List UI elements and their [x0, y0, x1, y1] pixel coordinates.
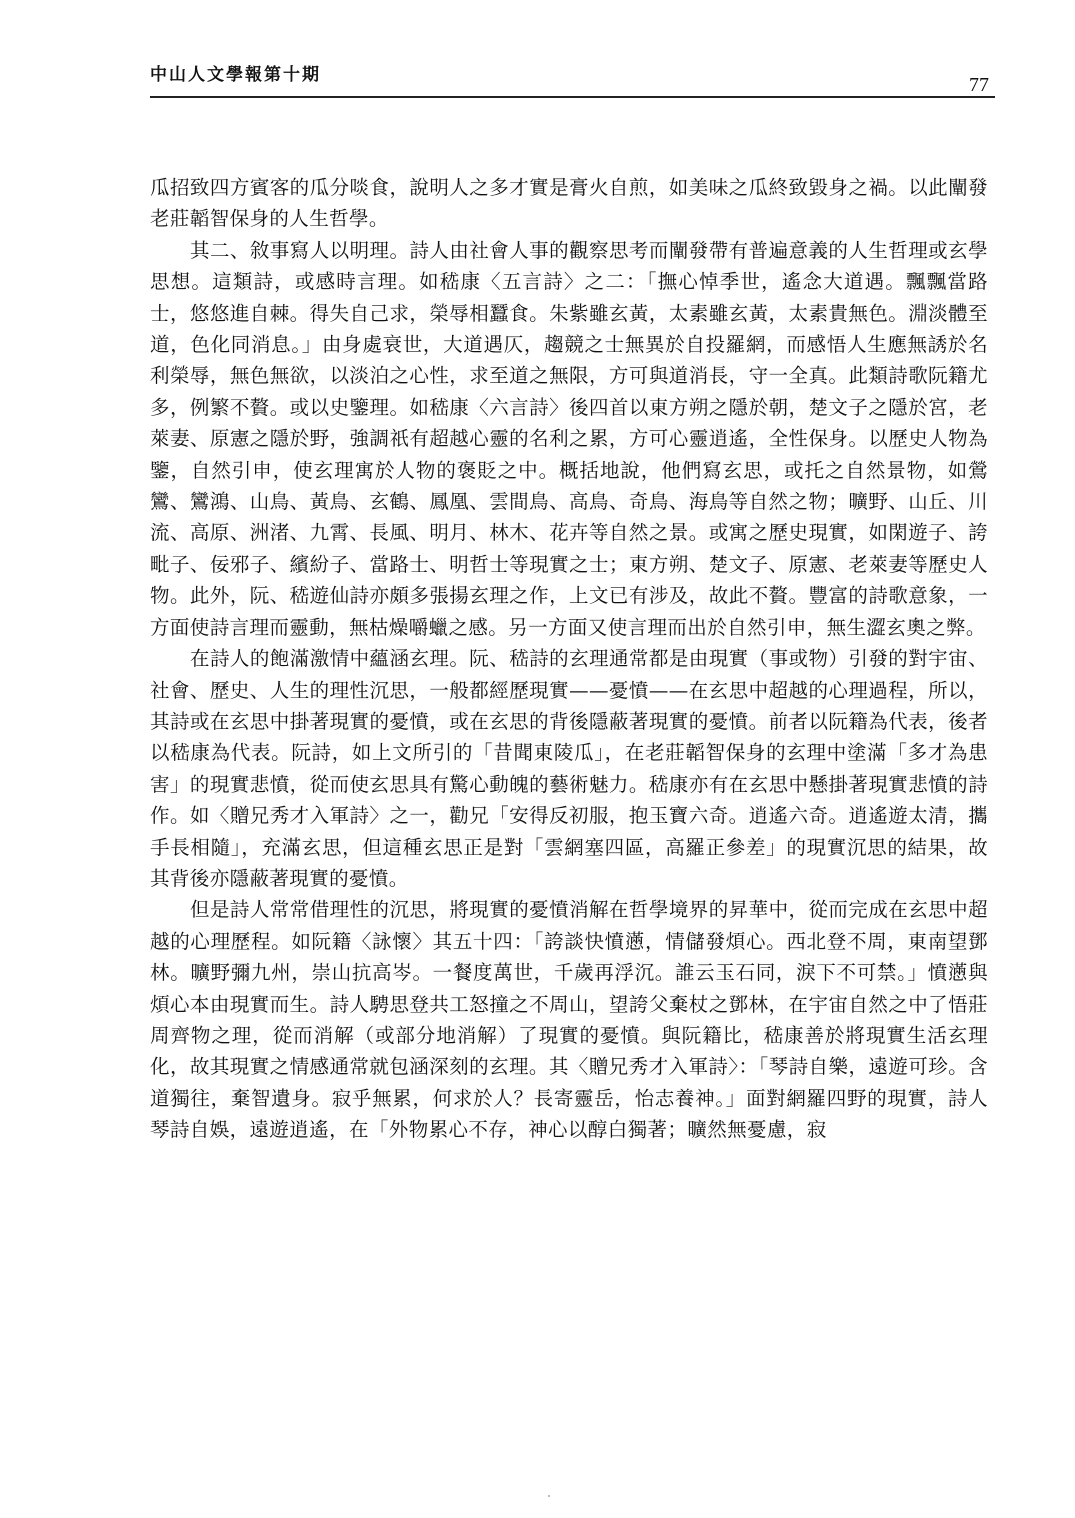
- scan-speck: [548, 1495, 550, 1497]
- page-number: 77: [969, 74, 989, 96]
- journal-title: 中山人文學報第十期: [150, 65, 321, 85]
- header-rule: [150, 96, 995, 98]
- running-header: [150, 60, 995, 96]
- paragraph-transcendence: 但是詩人常常借理性的沉思，將現實的憂憤消解在哲學境界的昇華中，從而完成在玄思中超越的心理歷程。如阮籍〈詠懷〉其五十四：「誇談快憤懣，情儲發煩心。西北登不周，東南望鄧林。曠野彌九州，崇山抗高岑。一餐度萬世，千歲再浮沉。誰云玉石同，淚下不可禁。」憤懣與煩心本由現實而生。詩人騁思登共工怒撞之不周山，望誇父棄杖之鄧林，在宇宙自然之中了悟莊周齊物之理，從而消解（或部分地消解）了現實的憂憤。與阮籍比，嵇康善於將現實生活玄理化，故其現實之情感通常就包涵深刻的玄理。其〈贈兄秀才入軍詩〉：「琴詩自樂，遠遊可珍。含道獨往，棄智遺身。寂乎無累，何求於人？長寄靈岳，怡志養神。」面對網羅四野的現實，詩人琴詩自娛，遠遊逍遙，在「外物累心不存，神心以醇白獨著；曠然無憂慮，寂: [150, 898, 988, 1142]
- body-text: [150, 172, 988, 1146]
- paragraph-narrative-reasoning: 其二、敘事寫人以明理。詩人由社會人事的觀察思考而闡發帶有普遍意義的人生哲理或玄學思想。這類詩，或感時言理。如嵇康〈五言詩〉之二：「撫心悼季世，遙念大道遇。飄飄當路士，悠悠進自棘。得失自己求，榮辱相蠶食。朱紫雖玄黃，太素雖玄黃，太素貴無色。淵淡體至道，色化同消息。」由身處衰世，大道遇仄，趨競之士無異於自投羅網，而感悟人生應無誘於名利榮辱，無色無欲，以淡泊之心性，求至道之無限，方可與道消長，守一全真。此類詩歌阮籍尤多，例繁不贅。或以史鑒理。如嵇康〈六言詩〉後四首以東方朔之隱於朝，楚文子之隱於宮，老萊妻、原憲之隱於野，強調祇有超越心靈的名利之累，方可心靈逍遙，全性保身。以歷史人物為鑒，自然引申，使玄理寓於人物的褒貶之中。概括地說，他們寫玄思，或托之自然景物，如鶯鸞、鸞鴻、山鳥、黃鳥、玄鶴、鳳凰、雲間鳥、高鳥、奇鳥、海鳥等自然之物；曠野、山丘、川流、高原、洲渚、九霄、長風、明月、林木、花卉等自然之景。或寓之歷史現實，如閑遊子、誇毗子、佞邪子、繽紛子、當路士、明哲士等現實之士；東方朔、楚文子、原憲、老萊妻等歷史人物。此外，阮、嵇遊仙詩亦頗多張揚玄理之作，上文已有涉及，故此不贅。豐富的詩歌意象，一方面使詩言理而靈動，無枯燥嚼蠟之感。另一方面又使言理而出於自然引申，無生澀玄奧之弊。: [150, 238, 988, 639]
- paragraph-continued: 瓜招致四方賓客的瓜分啖食，說明人之多才實是膏火自煎，如美味之瓜終致毀身之禍。以此闡發老莊韜智保身的人生哲學。: [150, 176, 988, 231]
- paragraph-passion-and-reason: 在詩人的飽滿激情中蘊涵玄理。阮、嵇詩的玄理通常都是由現實（事或物）引發的對宇宙、社會、歷史、人生的理性沉思，一般都經歷現實——憂憤——在玄思中超越的心理過程，所以，其詩或在玄思中掛著現實的憂憤，或在玄思的背後隱蔽著現實的憂憤。前者以阮籍為代表，後者以嵇康為代表。阮詩，如上文所引的「昔聞東陵瓜」，在老莊韜智保身的玄理中塗滿「多才為患害」的現實悲憤，從而使玄思具有驚心動魄的藝術魅力。嵇康亦有在玄思中懸掛著現實悲憤的詩作。如〈贈兄秀才入軍詩〉之一，勸兄「安得反初服，抱玉寶六奇。逍遙六奇。逍遙遊太清，攜手長相隨」，充滿玄思，但這種玄思正是對「雲網塞四區，高羅正參差」的現實沉思的結果，故其背後亦隱蔽著現實的憂憤。: [150, 647, 988, 890]
